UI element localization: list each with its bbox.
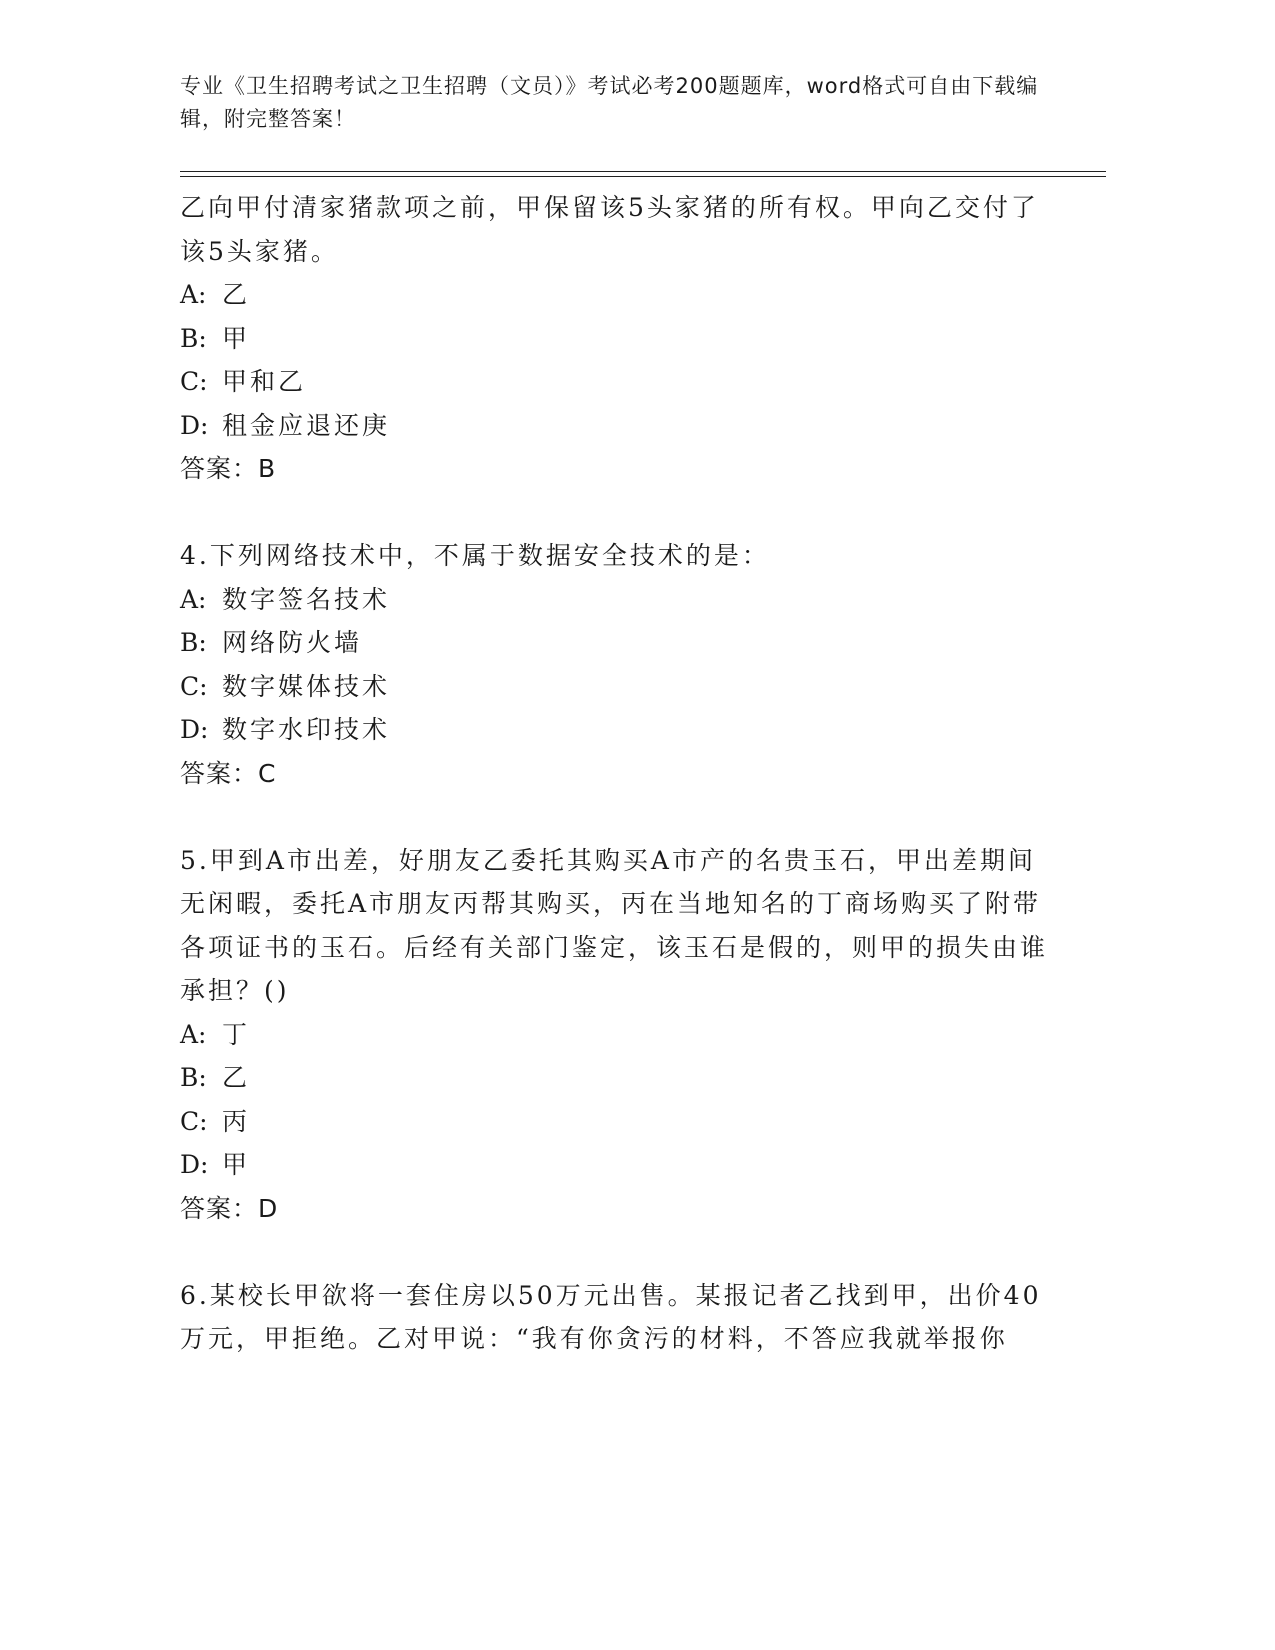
question-3 [180,186,1060,491]
question-3-option-b: B: 甲 [180,323,251,353]
question-5-option-a: A: 丁 [180,1019,251,1049]
question-list [180,186,1060,1361]
question-5-option-d: D: 甲 [180,1150,251,1179]
question-3-text: 乙向甲付清家猪款项之前，甲保留该5头家猪的所有权。甲向乙交付了该5头家猪。 [180,193,1039,266]
spacer [180,795,1060,839]
question-4 [180,534,1060,795]
question-6 [180,1274,1060,1361]
question-3-option-c: C: 甲和乙 [180,367,307,396]
question-4-option-a: A: 数字签名技术 [180,584,391,614]
question-5-text: 5.甲到A市出差，好朋友乙委托其购买A市产的名贵玉石，甲出差期间无闲暇，委托A市朋友丙帮其购买，丙在当地知名的丁商场购买了附带各项证书的玉石。后经有关部门鉴定，该玉石是假的，则甲的损失由谁承担？() [180,845,1049,1005]
spacer [180,1230,1060,1274]
question-5-answer: 答案：D [180,1193,279,1223]
question-4-text: 4.下列网络技术中，不属于数据安全技术的是： [180,541,770,570]
document-header [180,70,1040,136]
spacer [180,491,1060,535]
question-4-answer: 答案：C [180,758,277,788]
question-5-option-c: C: 丙 [180,1106,251,1136]
question-3-answer: 答案：B [180,454,277,483]
question-3-option-a: A: 乙 [180,280,251,309]
question-4-option-c: C: 数字媒体技术 [180,671,391,701]
question-6-text: 6.某校长甲欲将一套住房以50万元出售。某报记者乙找到甲，出价40万元，甲拒绝。乙对甲说：“我有你贪污的材料，不答应我就举报你 [180,1280,1042,1353]
header-divider-top [180,171,1106,172]
question-3-option-d: D: 租金应退还庚 [180,410,391,440]
question-4-option-b: B: 网络防火墙 [180,628,363,657]
question-4-option-d: D: 数字水印技术 [180,715,391,744]
question-5-option-b: B: 乙 [180,1063,251,1092]
header-divider-bottom [180,176,1106,177]
question-5 [180,839,1060,1231]
header-title: 专业《卫生招聘考试之卫生招聘（文员）》考试必考200题题库，word格式可自由下载编辑，附完整答案！ [180,74,1039,131]
